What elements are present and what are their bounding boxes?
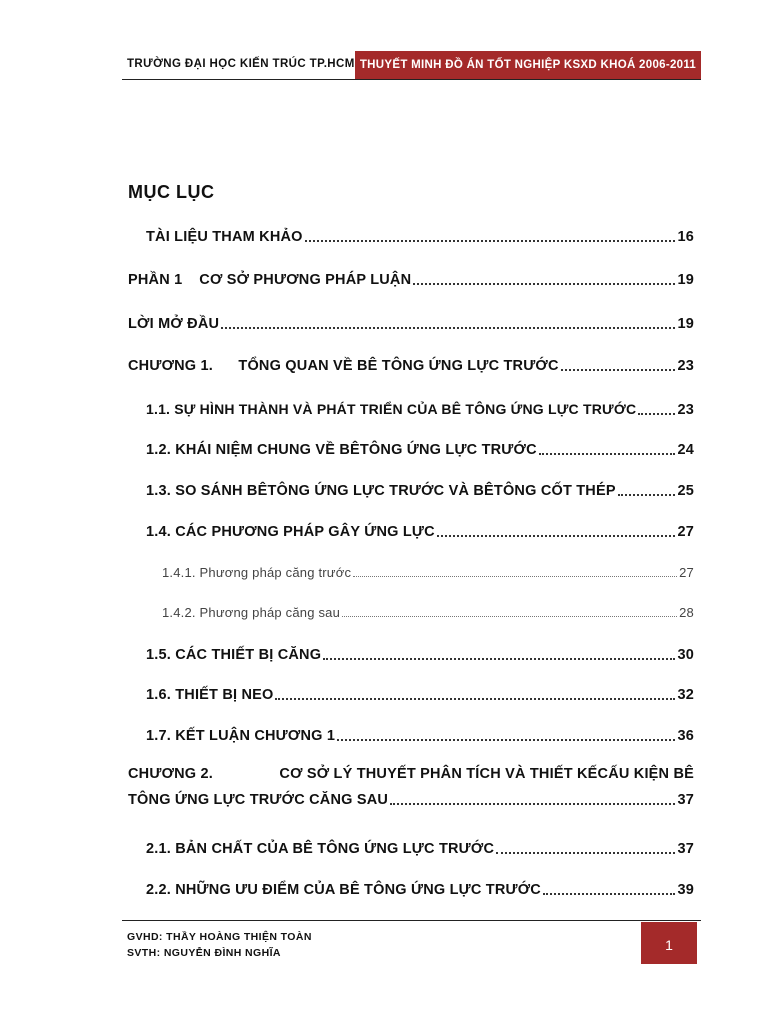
toc-entry[interactable]: [162, 565, 694, 580]
toc-entry[interactable]: [146, 728, 694, 744]
toc-entry-page: 19: [677, 316, 694, 332]
supervisor-name: GVHD: THẦY HOÀNG THIỆN TOÀN: [127, 931, 312, 943]
toc-entry-page: 37: [677, 841, 694, 857]
toc-entry-label: 1.2. KHÁI NIỆM CHUNG VỀ BÊTÔNG ỨNG LỰC TRƯỚC: [146, 442, 537, 458]
toc-entry-label: TÀI LIỆU THAM KHẢO: [146, 229, 303, 245]
toc-entry-label: 1.1. SỰ HÌNH THÀNH VÀ PHÁT TRIỂN CỦA BÊ TÔNG ỨNG LỰC TRƯỚC: [146, 401, 637, 417]
toc-entry[interactable]: [146, 687, 694, 703]
toc-entry[interactable]: [146, 442, 694, 458]
toc-entry-label: 1.4. CÁC PHƯƠNG PHÁP GÂY ỨNG LỰC: [146, 524, 435, 540]
toc-entry[interactable]: [146, 882, 694, 898]
toc-entry[interactable]: [128, 316, 694, 332]
toc-entry-label: 1.7. KẾT LUẬN CHƯƠNG 1: [146, 728, 336, 744]
toc-entry-label: 1.4.1. Phương pháp căng trước: [162, 565, 352, 580]
toc-entry-label: 1.6. THIẾT BỊ NEO: [146, 687, 274, 703]
page-footer: [127, 929, 312, 961]
toc-entry-page: 28: [679, 605, 694, 620]
toc-entry[interactable]: [146, 841, 694, 857]
toc-entry-page: 23: [677, 402, 694, 418]
page-number: 1: [641, 922, 697, 964]
toc-entry[interactable]: [128, 358, 694, 374]
toc-entry[interactable]: [146, 229, 694, 245]
toc-entry[interactable]: [128, 272, 694, 288]
toc-entry-label: 1.5. CÁC THIẾT BỊ CĂNG: [146, 647, 322, 663]
toc-title: MỤC LỤC: [128, 182, 215, 202]
toc-entry-label: 1.4.2. Phương pháp căng sau: [162, 605, 341, 620]
toc-entry-label: CƠ SỞ LÝ THUYẾT PHÂN TÍCH VÀ THIẾT KẾCẤU KIỆN BÊ: [279, 766, 694, 782]
toc-entry-page: 19: [677, 272, 694, 288]
toc-entry-page: 24: [677, 442, 694, 458]
toc-entry-label: PHẦN 1 CƠ SỞ PHƯƠNG PHÁP LUẬN: [128, 272, 412, 288]
toc-entry[interactable]: [146, 401, 694, 418]
thesis-title-banner: THUYẾT MINH ĐỒ ÁN TỐT NGHIỆP KSXD KHOÁ 2006-2011: [355, 51, 701, 79]
toc-entry-page: 39: [677, 882, 694, 898]
toc-entry-label: 2.1. BẢN CHẤT CỦA BÊ TÔNG ỨNG LỰC TRƯỚC: [146, 841, 495, 857]
toc-entry-page: 37: [677, 792, 694, 808]
student-name: SVTH: NGUYỄN ĐÌNH NGHĨA: [127, 947, 281, 959]
toc-entry-page: 32: [677, 687, 694, 703]
toc-entry-label: CHƯƠNG 1. TỔNG QUAN VỀ BÊ TÔNG ỨNG LỰC TRƯỚC: [128, 358, 559, 374]
toc-entry-label: 1.3. SO SÁNH BÊTÔNG ỨNG LỰC TRƯỚC VÀ BÊTÔNG CỐT THÉP: [146, 483, 616, 499]
toc-entry-label: 2.2. NHỮNG ƯU ĐIỂM CỦA BÊ TÔNG ỨNG LỰC TRƯỚC: [146, 882, 541, 898]
toc-entry-page: 30: [677, 647, 694, 663]
toc-entry-label: LỜI MỞ ĐẦU: [128, 316, 220, 332]
toc-entry[interactable]: [146, 524, 694, 540]
toc-entry-page: 27: [677, 524, 694, 540]
footer-divider: [122, 920, 701, 921]
toc-entry-page: 25: [677, 483, 694, 499]
toc-entry-label: CHƯƠNG 2.: [128, 766, 214, 782]
toc-entry[interactable]: [146, 483, 694, 499]
toc-entry-page: 36: [677, 728, 694, 744]
toc-entry[interactable]: [146, 647, 694, 663]
toc-entry-chapter-2[interactable]: [128, 766, 694, 808]
toc-entry-page: 16: [677, 229, 694, 245]
toc-entry-page: 23: [677, 358, 694, 374]
toc-entry-page: 27: [679, 565, 694, 580]
toc-entry[interactable]: [162, 605, 694, 620]
toc-entry-label: TÔNG ỨNG LỰC TRƯỚC CĂNG SAU: [128, 792, 389, 808]
school-name: TRƯỜNG ĐẠI HỌC KIẾN TRÚC TP.HCM: [127, 58, 355, 70]
